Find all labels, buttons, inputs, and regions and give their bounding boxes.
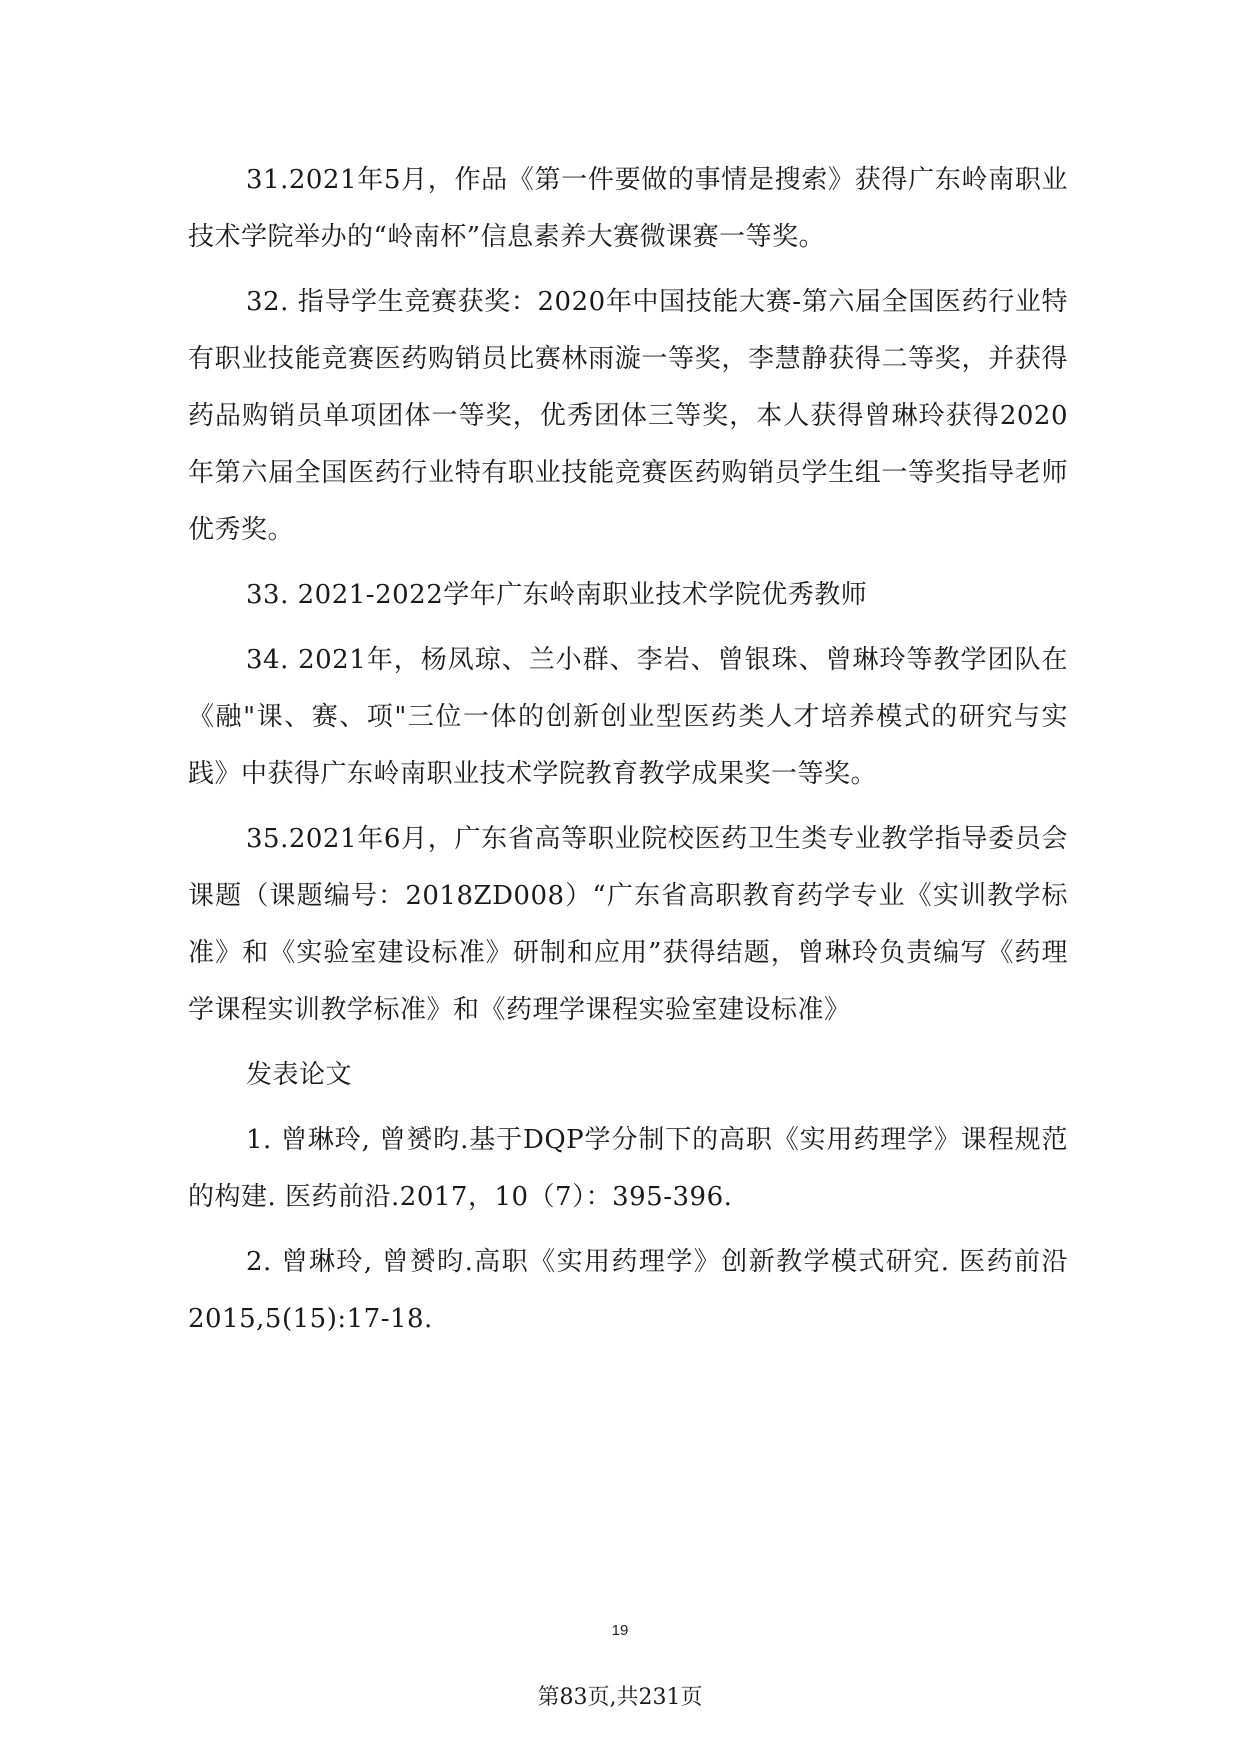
document-body bbox=[188, 152, 1068, 1356]
paragraph-32: 32. 指导学生竞赛获奖：2020年中国技能大赛-第六届全国医药行业特有职业技能竞赛医药购销员比赛林雨漩一等奖，李慧静获得二等奖，并获得药品购销员单项团体一等奖，优秀团体三等奖，本人获得曾琳玲获得2020年第六届全国医药行业特有职业技能竞赛医药购销员学生组一等奖指导老师优秀奖。 bbox=[188, 287, 1068, 545]
page-number: 19 bbox=[611, 1622, 629, 1639]
publications-heading: 发表论文 bbox=[246, 1060, 353, 1090]
paragraph-31: 31.2021年5月，作品《第一件要做的事情是搜索》获得广东岭南职业技术学院举办的“岭南杯”信息素养大赛微课赛一等奖。 bbox=[188, 165, 1068, 252]
publication-item-2: 2. 曾琳玲, 曾赟昀.高职《实用药理学》创新教学模式研究. 医药前沿2015,5(15):17-18. bbox=[188, 1247, 1068, 1334]
paragraph-34: 34. 2021年，杨凤琼、兰小群、李岩、曾银珠、曾琳玲等教学团队在《融"课、赛、项"三位一体的创新创业型医药类人才培养模式的研究与实践》中获得广东岭南职业技术学院教育教学成果奖一等奖。 bbox=[188, 645, 1068, 789]
paragraph-33: 33. 2021-2022学年广东岭南职业技术学院优秀教师 bbox=[246, 580, 868, 610]
paragraph-35: 35.2021年6月，广东省高等职业院校医药卫生类专业教学指导委员会课题（课题编号：2018ZD008）“广东省高职教育药学专业《实训教学标准》和《实验室建设标准》研制和应用”获得结题，曾琳玲负责编写《药理学课程实训教学标准》和《药理学课程实验室建设标准》 bbox=[188, 824, 1068, 1025]
publication-item-1: 1. 曾琳玲, 曾赟昀.基于DQP学分制下的高职《实用药理学》课程规范的构建. 医药前沿.2017，10（7）：395-396. bbox=[188, 1125, 1068, 1212]
page-footer-label: 第83页,共231页 bbox=[537, 1685, 703, 1710]
